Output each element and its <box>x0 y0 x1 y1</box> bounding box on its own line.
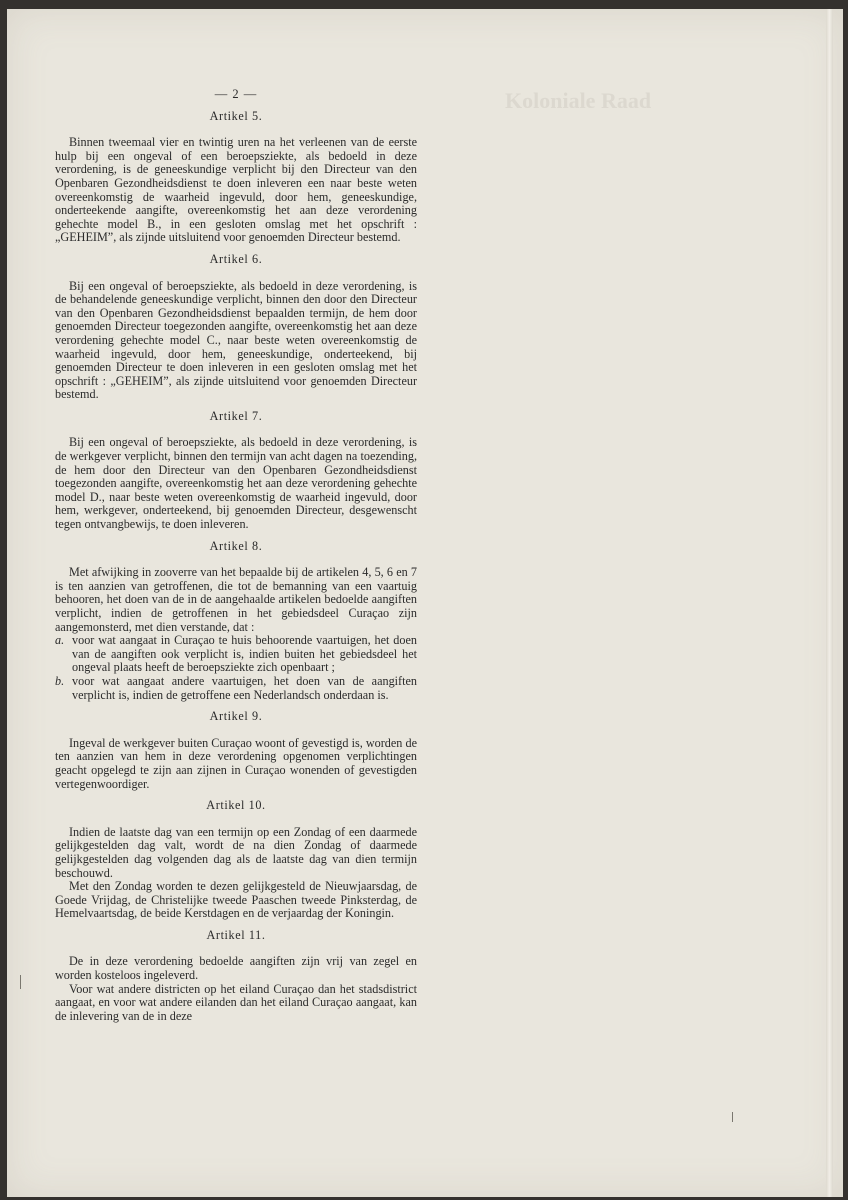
list-item-label: a. <box>55 633 65 648</box>
list-item-label: b. <box>55 673 65 688</box>
article-section <box>55 799 417 921</box>
list-item-text: voor wat aangaat in Curaçao te huis behoorende vaartuigen, het doen van de aangiften ook verplicht is, indien buiten het gebiedsdeel het ongeval plaats heeft de beroepsziekte zich openbaart ; <box>72 633 417 675</box>
article-heading: Artikel 10. <box>206 798 266 813</box>
article-heading: Artikel 5. <box>209 108 263 123</box>
list-item-text: voor wat aangaat andere vaartuigen, het doen van de aangiften verplicht is, indien de getroffene een Nederlandsch onderdaan is. <box>72 673 417 702</box>
article-paragraph: Met afwijking in zooverre van het bepaalde bij de artikelen 4, 5, 6 en 7 is ten aanzien van getroffenen, die tot de bemanning van een vaartuig behooren, het doen van de in de aangehaalde artikelen bedoelde aangiften verplicht, indien de getroffenen in het gebiedsdeel Curaçao zijn aangemonsterd, met dien verstande, dat : <box>55 565 417 634</box>
article-paragraph: De in deze verordening bedoelde aangiften zijn vrij van zegel en worden kosteloos ingeleverd. <box>55 954 417 983</box>
article-paragraph: Ingeval de werkgever buiten Curaçao woont of gevestigd is, worden de ten aanzien van hem in deze verordening opgenomen verplichtingen geacht opgelegd te zijn aan zijnen in Curaçao wonenden of gevestigden vertegenwoordiger. <box>55 735 417 791</box>
article-heading: Artikel 9. <box>209 709 263 724</box>
article-section <box>55 710 417 791</box>
article-section <box>55 253 417 402</box>
margin-mark <box>732 1112 733 1122</box>
article-heading: Artikel 8. <box>209 538 263 553</box>
article-paragraph: Binnen tweemaal vier en twintig uren na het verleenen van de eerste hulp bij een ongeval of een beroepsziekte, als bedoeld in deze verordening, is de geneeskundige verplicht bij den Directeur van den Openbaren Gezondheidsdienst te doen inleveren een naar beste weten overeenkomstig de waarheid ingevuld, door hem, geneeskundige, onderteekende aangifte, overeenkomstig het aan deze verordening gehechte model B., in een gesloten omslag met het opschrift : „GEHEIM”, als zijnde uitsluitend voor genoemden Directeur bestemd. <box>55 135 417 245</box>
articles <box>55 110 417 1024</box>
article-paragraph: Bij een ongeval of beroepsziekte, als bedoeld in deze verordening, is de behandelende geneeskundige verplicht, binnen den door den Directeur van den Openbaren Gezondheidsdienst bepaalden termijn, de hem door genoemden Directeur toegezonden aangifte, overeenkomstig het aan deze verordening gehechte model C., naar beste weten overeenkomstig de waarheid ingevuld, door hem, geneeskundige, onderteekend, bij genoemden Directeur te doen inleveren in een gesloten omslag met het opschrift : „GEHEIM”, als zijnde uitsluitend voor genoemden Directeur bestemd. <box>55 278 417 402</box>
page-number: — 2 — <box>214 87 258 101</box>
margin-mark <box>20 975 21 989</box>
text-column <box>55 82 417 1023</box>
article-heading: Artikel 7. <box>209 408 263 423</box>
bleed-through-text: Koloniale Raad <box>505 88 652 113</box>
page-fold-edge <box>826 9 833 1197</box>
article-paragraph: Indien de laatste dag van een termijn op een Zondag of een daarmede gelijkgestelden dag valt, wordt de na dien Zondag of daarmede gelijkgestelden dag volgenden dag als de laatste dag van dien termijn beschouwd. <box>55 824 417 880</box>
list-item <box>55 634 417 675</box>
list-item <box>55 675 417 702</box>
article-section <box>55 410 417 532</box>
article-paragraph: Met den Zondag worden te dezen gelijkgesteld de Nieuwjaarsdag, de Goede Vrijdag, de Christelijke tweede Paaschen tweede Pinksterdag, de Hemelvaartsdag, de beide Kerstdagen en de verjaardag der Koningin. <box>55 879 417 921</box>
article-section <box>55 540 417 703</box>
article-section <box>55 929 417 1024</box>
article-heading: Artikel 11. <box>206 927 266 942</box>
article-heading: Artikel 6. <box>209 251 263 266</box>
article-section <box>55 110 417 245</box>
article-paragraph: Bij een ongeval of beroepsziekte, als bedoeld in deze verordening, is de werkgever verplicht, binnen den termijn van acht dagen na toezending, de hem door den Directeur van den Openbaren Gezondheidsdienst toegezonden aangifte, overeenkomstig het aan deze verordening gehechte model D., naar beste weten overeenkomstig de waarheid ingevuld, door hem, werkgever, onderteekend, bij genoemden Directeur, desgewenscht tegen ontvangbewijs, te doen inleveren. <box>55 435 417 532</box>
article-paragraph: Voor wat andere districten op het eiland Curaçao dan het stadsdistrict aangaat, en voor wat andere eilanden dan het eiland Curaçao aangaat, kan de inlevering van de in deze <box>55 981 417 1023</box>
